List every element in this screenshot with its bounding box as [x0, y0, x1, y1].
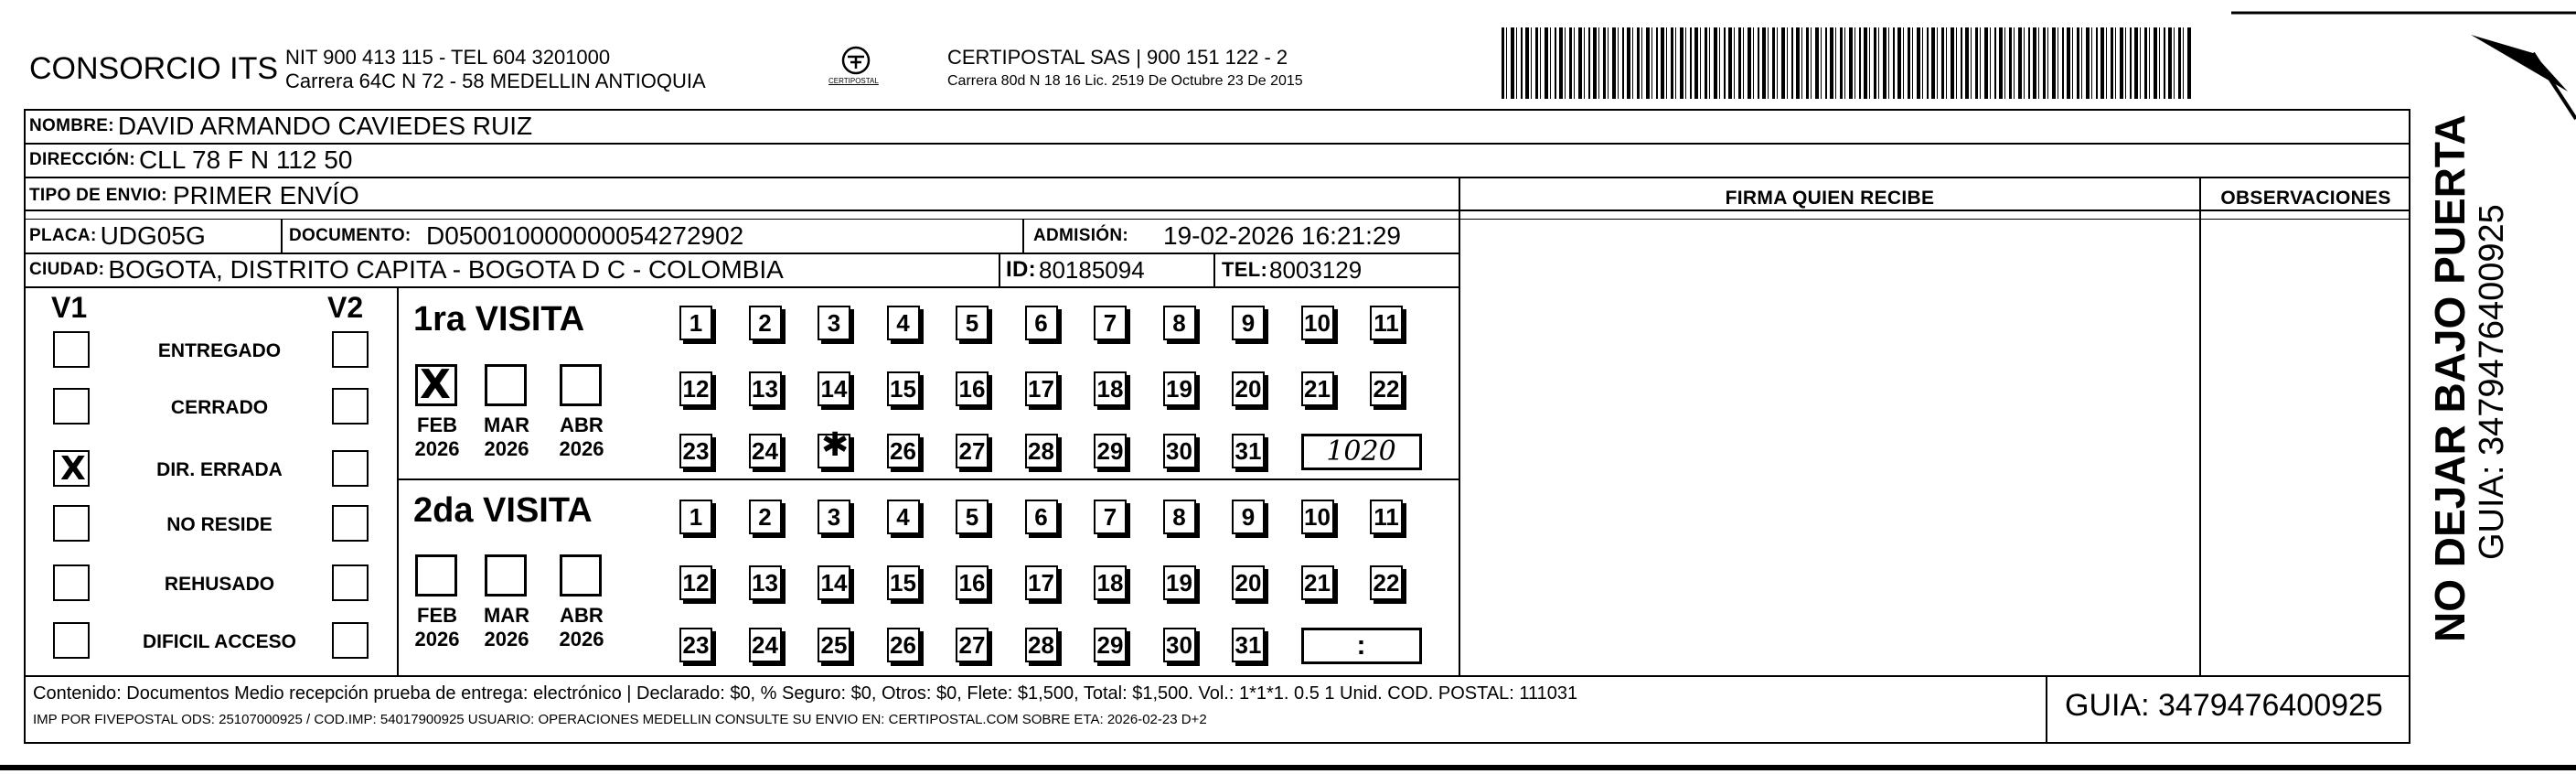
v1-checkbox[interactable] — [53, 564, 90, 601]
day-box[interactable]: 10 — [1301, 500, 1334, 534]
day-box[interactable]: 23 — [679, 434, 712, 468]
status-label: CERRADO — [170, 397, 269, 418]
check-mark-icon: X — [420, 361, 451, 408]
tipo-label: TIPO DE ENVIO: — [29, 186, 167, 205]
day-box[interactable]: 24 — [749, 434, 782, 468]
year-label: 2026 — [559, 437, 604, 460]
v1-header: V1 — [51, 291, 88, 324]
tipo-row — [24, 179, 359, 212]
courier-address: Carrera 80d N 18 16 Lic. 2519 De Octubre 23 De 2015 — [947, 73, 1303, 89]
tel-label: TEL: — [1222, 258, 1268, 281]
day-box[interactable]: 14 — [818, 371, 850, 406]
month-label: FEB — [417, 414, 457, 436]
nombre-label: NOMBRE: — [29, 116, 114, 135]
id-value: 80185094 — [1039, 255, 1145, 284]
year-label: 2026 — [414, 628, 460, 650]
direccion-row — [24, 144, 352, 177]
nombre-row — [24, 110, 532, 143]
month-label: FEB — [417, 604, 457, 627]
day-box[interactable]: 6 — [1025, 306, 1058, 340]
v2-checkbox[interactable] — [332, 622, 369, 659]
id-label: ID: — [1006, 257, 1036, 282]
day-box[interactable]: 4 — [887, 306, 920, 340]
day-box[interactable]: 27 — [956, 434, 989, 468]
documento-label: DOCUMENTO: — [289, 226, 412, 245]
logo-icon — [823, 42, 889, 97]
ciudad-label: CIUDAD: — [29, 260, 105, 279]
day-box[interactable]: 15 — [887, 565, 920, 600]
day-box[interactable]: 31 — [1232, 434, 1265, 468]
day-box[interactable]: 11 — [1370, 500, 1403, 534]
tel-value: 8003129 — [1269, 255, 1363, 284]
day-box[interactable]: 22 — [1370, 565, 1403, 600]
day-box[interactable]: 12 — [679, 371, 712, 406]
day-box[interactable]: 18 — [1094, 565, 1127, 600]
day-box[interactable]: 13 — [749, 565, 782, 600]
documento-value: D050010000000054272902 — [426, 221, 744, 250]
month-checkbox[interactable] — [485, 364, 527, 406]
imp-line: IMP POR FIVEPOSTAL ODS: 25107000925 / COD.IMP: 54017900925 USUARIO: OPERACIONES MEDELLIN CONSULTE SU ENVIO EN: CERTIPOSTAL.COM SOBRE ETA: 2026-02-23 D+2 — [33, 712, 1207, 727]
certipostal-logo — [823, 42, 889, 97]
side-warning: NO DEJAR BAJO PUERTA — [2426, 114, 2474, 642]
nit-line: NIT 900 413 115 - TEL 604 3201000 — [285, 46, 611, 69]
ciudad-row — [24, 253, 1459, 286]
day-box[interactable]: 17 — [1025, 565, 1058, 600]
status-label: DIR. ERRADA — [156, 459, 283, 480]
nombre-value: DAVID ARMANDO CAVIEDES RUIZ — [117, 112, 533, 140]
status-label: DIFICIL ACCESO — [142, 631, 296, 652]
status-label: REHUSADO — [164, 574, 275, 595]
v1-checkbox[interactable] — [53, 505, 90, 542]
day-box[interactable]: 14 — [818, 565, 850, 600]
day-box[interactable]: 27 — [956, 628, 989, 662]
day-box[interactable]: 20 — [1232, 565, 1265, 600]
day-box[interactable]: 5 — [956, 306, 989, 340]
day-box[interactable]: 8 — [1163, 500, 1196, 534]
check-mark-icon: X — [60, 450, 86, 488]
month-label: MAR — [483, 604, 530, 627]
day-box[interactable] — [818, 426, 850, 468]
admision-value: 19-02-2026 16:21:29 — [1163, 221, 1401, 250]
day-box[interactable]: 17 — [1025, 371, 1058, 406]
tipo-value: PRIMER ENVÍO — [172, 181, 359, 210]
barcode — [1502, 27, 2193, 99]
time-box[interactable]: : — [1301, 628, 1422, 664]
v1-checkbox[interactable] — [53, 450, 90, 487]
day-box[interactable]: 7 — [1094, 500, 1127, 534]
status-label: NO RESIDE — [166, 514, 273, 535]
v2-checkbox[interactable] — [332, 505, 369, 542]
v2-header: V2 — [327, 291, 364, 324]
year-label: 2026 — [484, 628, 529, 650]
day-box[interactable]: 28 — [1025, 434, 1058, 468]
day-box[interactable]: 3 — [818, 500, 850, 534]
day-box[interactable]: 20 — [1232, 371, 1265, 406]
month-label: ABR — [560, 604, 604, 627]
day-box[interactable]: 23 — [679, 628, 712, 662]
month-label: MAR — [483, 414, 530, 436]
observaciones-header: OBSERVACIONES — [2220, 188, 2391, 209]
v2-checkbox[interactable] — [332, 388, 369, 425]
day-box[interactable]: 22 — [1370, 371, 1403, 406]
ciudad-value: BOGOTA, DISTRITO CAPITA - BOGOTA D C - COLOMBIA — [108, 255, 784, 284]
day-box[interactable]: 5 — [956, 500, 989, 534]
day-box[interactable]: 31 — [1232, 628, 1265, 662]
v1-checkbox[interactable] — [53, 622, 90, 659]
day-box[interactable]: 8 — [1163, 306, 1196, 340]
day-box[interactable]: 1 — [679, 306, 712, 340]
day-box[interactable]: 15 — [887, 371, 920, 406]
visit2-title: 2da VISITA — [413, 491, 593, 530]
year-label: 2026 — [414, 437, 460, 460]
admision-label: ADMISIÓN: — [1033, 226, 1129, 245]
day-box[interactable]: 12 — [679, 565, 712, 600]
day-box[interactable]: 3 — [818, 306, 850, 340]
day-box[interactable]: 13 — [749, 371, 782, 406]
firma-area[interactable] — [1460, 220, 2199, 675]
placa-label: PLACA: — [29, 226, 97, 245]
day-box[interactable]: 30 — [1163, 434, 1196, 468]
day-box[interactable]: 21 — [1301, 371, 1334, 406]
contenido-line: Contenido: Documentos Medio recepción prueba de entrega: electrónico | Declarado: $0, % Seguro: $0, Otros: $0, Flete: $1,500, Total: $1,500. Vol.: 1*1*1. 0.5 1 Unid. COD. POSTAL: 111031 — [33, 683, 1578, 704]
day-box[interactable]: 18 — [1094, 371, 1127, 406]
v1-checkbox[interactable] — [53, 388, 90, 425]
day-box[interactable]: 16 — [956, 565, 989, 600]
day-box[interactable]: 16 — [956, 371, 989, 406]
day-box[interactable]: 11 — [1370, 306, 1403, 340]
day-box[interactable]: 4 — [887, 500, 920, 534]
status-label: ENTREGADO — [157, 340, 282, 361]
scribble-mark-icon: ✱ — [821, 426, 850, 464]
month-checkbox[interactable] — [560, 554, 602, 597]
courier-line: CERTIPOSTAL SAS | 900 151 122 - 2 — [947, 46, 1288, 69]
day-box[interactable]: 9 — [1232, 306, 1265, 340]
month-checkbox[interactable] — [415, 554, 457, 597]
observaciones-area[interactable] — [2201, 220, 2410, 675]
day-box[interactable]: 24 — [749, 628, 782, 662]
day-box[interactable]: 28 — [1025, 628, 1058, 662]
year-label: 2026 — [484, 437, 529, 460]
time-box[interactable]: 1020 — [1301, 434, 1422, 470]
month-checkbox[interactable] — [485, 554, 527, 597]
bottom-rule — [0, 765, 2576, 770]
month-label: ABR — [560, 414, 604, 436]
company-name: CONSORCIO ITS — [29, 51, 279, 86]
v2-checkbox[interactable] — [332, 564, 369, 601]
day-box[interactable]: 29 — [1094, 434, 1127, 468]
day-box[interactable]: 30 — [1163, 628, 1196, 662]
day-box[interactable]: 25 — [818, 628, 850, 662]
v2-checkbox[interactable] — [332, 450, 369, 487]
year-label: 2026 — [559, 628, 604, 650]
month-checkbox[interactable] — [415, 361, 457, 408]
day-box[interactable]: 10 — [1301, 306, 1334, 340]
day-box[interactable]: 29 — [1094, 628, 1127, 662]
day-box[interactable]: 6 — [1025, 500, 1058, 534]
side-guia: GUIA: 3479476400925 — [2473, 204, 2511, 560]
visit1-title: 1ra VISITA — [413, 300, 585, 339]
v2-checkbox[interactable] — [332, 331, 369, 368]
day-box[interactable]: 26 — [887, 628, 920, 662]
day-box[interactable]: 19 — [1163, 565, 1196, 600]
v1-checkbox[interactable] — [53, 331, 90, 368]
day-box[interactable]: 26 — [887, 434, 920, 468]
direccion-value: CLL 78 F N 112 50 — [138, 145, 353, 174]
firma-header: FIRMA QUIEN RECIBE — [1725, 188, 1935, 209]
logo-text: CERTIPOSTAL — [828, 77, 879, 85]
day-box[interactable]: 19 — [1163, 371, 1196, 406]
day-box[interactable]: 2 — [749, 306, 782, 340]
footer-guia: GUIA: 3479476400925 — [2065, 688, 2383, 723]
day-box[interactable]: 9 — [1232, 500, 1265, 534]
day-box[interactable]: 7 — [1094, 306, 1127, 340]
company-address: Carrera 64C N 72 - 58 MEDELLIN ANTIOQUIA — [285, 70, 706, 92]
placa-row — [24, 220, 1459, 253]
day-box[interactable]: 21 — [1301, 565, 1334, 600]
month-checkbox[interactable] — [560, 364, 602, 406]
placa-value: UDG05G — [100, 221, 206, 250]
direccion-label: DIRECCIÓN: — [29, 150, 135, 169]
day-box[interactable]: 2 — [749, 500, 782, 534]
day-box[interactable]: 1 — [679, 500, 712, 534]
